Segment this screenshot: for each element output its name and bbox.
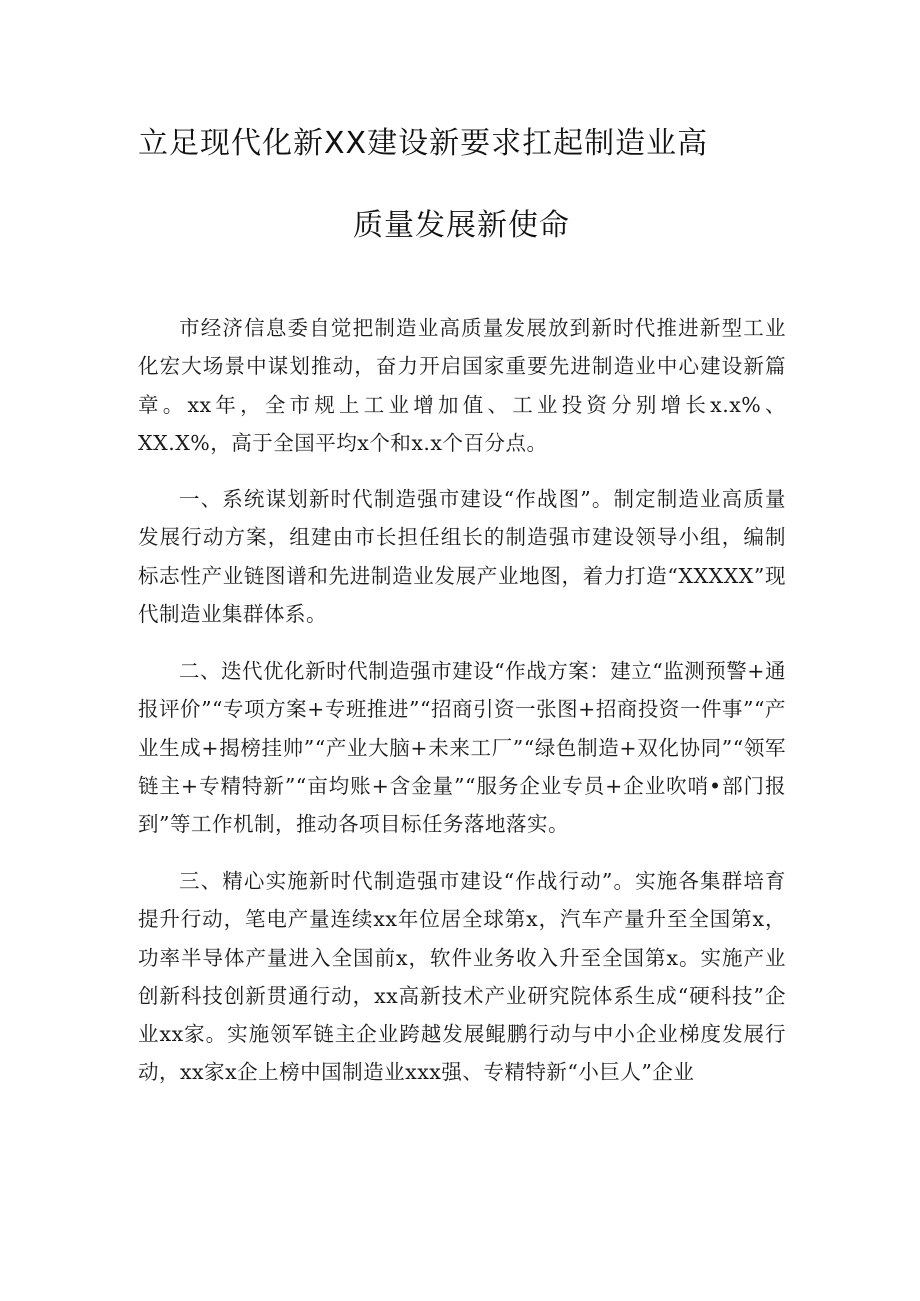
paragraph-section-3: [138, 862, 786, 1092]
paragraph-section-2-text: 二、迭代优化新时代制造强市建设“作战方案：建立“监测预警+通报评价”“专项方案+专班推进”“招商引资一张图+招商投资一件事”“产业生成+揭榜挂帅”“产业大脑+未来工厂”“绿色制造+双化协同”“领军链主+专精特新”“亩均账+含金量”“服务企业专员+企业吹哨•部门报到”等工作机制，推动各项目标任务落地落实。: [138, 659, 786, 837]
paragraph-intro-text: 市经济信息委自觉把制造业高质量发展放到新时代推进新型工业化宏大场景中谋划推动，奋力开启国家重要先进制造业中心建设新篇章。xx年，全市规上工业增加值、工业投资分别增长x.x%、XX.X%，高于全国平均x个和x.x个百分点。: [138, 316, 786, 455]
paragraph-section-1: [138, 480, 786, 633]
paragraph-section-1-text: 一、系统谋划新时代制造强市建设“作战图”。制定制造业高质量发展行动方案，组建由市长担任组长的制造强市建设领导小组，编制标志性产业链图谱和先进制造业发展产业地图，着力打造“XXXXX”现代制造业集群体系。: [138, 487, 786, 626]
document-title-line-2: 质量发展新使命: [353, 208, 570, 243]
paragraph-intro: [138, 309, 786, 462]
paragraph-section-2: [138, 652, 786, 843]
paragraph-section-3-text: 三、精心实施新时代制造强市建设“作战行动”。实施各集群培育提升行动，笔电产量连续xx年位居全球第x，汽车产量升至全国第x，功率半导体产量进入全国前x，软件业务收入升至全国第x。实施产业创新科技创新贯通行动，xx高新技术产业研究院体系生成“硬科技”企业xx家。实施领军链主企业跨越发展鲲鹏行动与中小企业梯度发展行动，xx家x企上榜中国制造业xxx强、专精特新“小巨人”企业: [138, 869, 786, 1085]
document-title-line-1: 立足现代化新XX建设新要求扛起制造业高: [138, 126, 709, 161]
